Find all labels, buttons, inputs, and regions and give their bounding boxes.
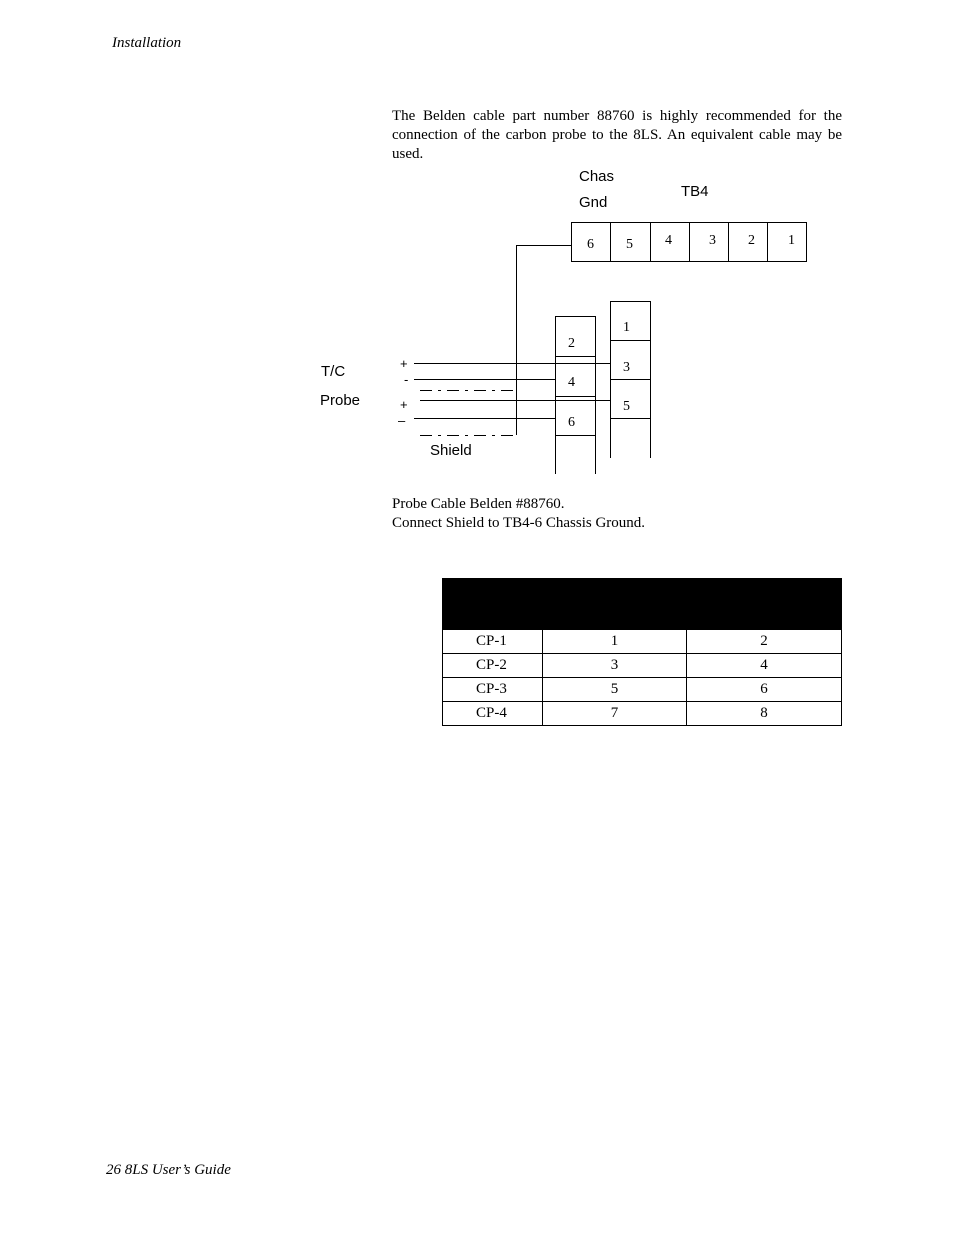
tc-label: T/C bbox=[321, 363, 346, 380]
table-row bbox=[443, 678, 842, 702]
minus-sign-2: – bbox=[398, 413, 406, 428]
table-cell: CP-3 bbox=[443, 678, 543, 702]
table-cell: 6 bbox=[687, 678, 842, 702]
shield-label: Shield bbox=[430, 442, 472, 459]
left-terminal-6: 6 bbox=[568, 415, 575, 430]
caption-line-1: Probe Cable Belden #88760. bbox=[392, 496, 565, 512]
caption-line-2: Connect Shield to TB4-6 Chassis Ground. bbox=[392, 515, 646, 531]
table-row bbox=[443, 702, 842, 726]
left-connector-block bbox=[556, 317, 596, 475]
table-cell: 5 bbox=[543, 678, 687, 702]
probe-pin-table bbox=[442, 578, 842, 726]
table-header-cell bbox=[687, 579, 842, 630]
table-cell: CP-2 bbox=[443, 654, 543, 678]
table-header-cell bbox=[443, 579, 543, 630]
page-footer: 26 8LS User’s Guide bbox=[106, 1162, 231, 1178]
table-cell: 2 bbox=[687, 630, 842, 654]
plus-sign-2: + bbox=[400, 397, 408, 412]
shield-ground-wire bbox=[517, 246, 572, 436]
right-terminal-5: 5 bbox=[623, 399, 630, 414]
table-cell: 4 bbox=[687, 654, 842, 678]
intro-paragraph: The Belden cable part number 88760 is highly recommended for the connection of the carbon probe to the 8LS. An equivalent cable may be used. bbox=[392, 108, 842, 162]
tb4-terminal-1: 1 bbox=[788, 233, 795, 248]
left-terminal-4: 4 bbox=[568, 375, 575, 390]
right-terminal-3: 3 bbox=[623, 360, 630, 375]
table-cell: 3 bbox=[543, 654, 687, 678]
tb4-terminal-6: 6 bbox=[587, 237, 594, 252]
left-terminal-2: 2 bbox=[568, 336, 575, 351]
tb4-terminal-5: 5 bbox=[626, 237, 633, 252]
section-header: Installation bbox=[112, 35, 182, 51]
table-cell: CP-1 bbox=[443, 630, 543, 654]
table-row bbox=[443, 630, 842, 654]
table-header-row bbox=[443, 579, 842, 630]
wiring-diagram bbox=[0, 0, 954, 500]
table-row bbox=[443, 654, 842, 678]
minus-sign-1: - bbox=[404, 372, 409, 387]
right-connector-block bbox=[611, 302, 651, 459]
plus-sign-1: + bbox=[400, 356, 408, 371]
tb4-terminal-block bbox=[572, 223, 807, 262]
table-cell: 7 bbox=[543, 702, 687, 726]
tb4-terminal-4: 4 bbox=[665, 233, 672, 248]
probe-wires bbox=[414, 364, 611, 436]
probe-label: Probe bbox=[320, 392, 361, 409]
table-cell: 8 bbox=[687, 702, 842, 726]
chassis-label-top: Chas bbox=[579, 168, 615, 185]
right-terminal-1: 1 bbox=[623, 320, 630, 335]
tb4-label: TB4 bbox=[681, 183, 709, 200]
table-cell: 1 bbox=[543, 630, 687, 654]
chassis-label-bottom: Gnd bbox=[579, 194, 608, 211]
tb4-terminal-3: 3 bbox=[709, 233, 716, 248]
tb4-terminal-2: 2 bbox=[748, 233, 755, 248]
table-header-cell bbox=[543, 579, 687, 630]
table-cell: CP-4 bbox=[443, 702, 543, 726]
